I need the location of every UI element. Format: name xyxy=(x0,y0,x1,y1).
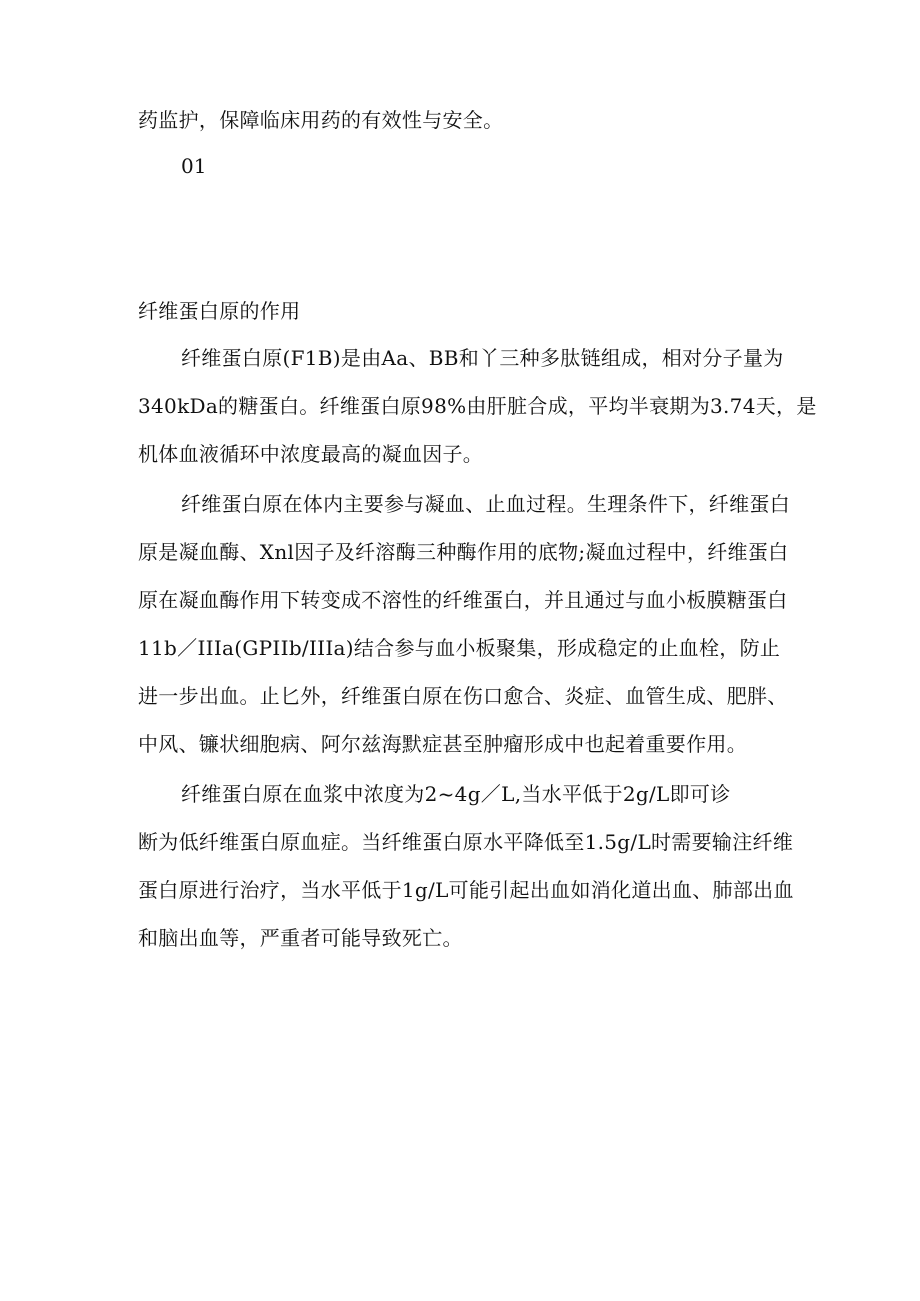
paragraph-line: 纤维蛋白原(F1B)是由Aa、BB和丫三种多肽链组成，相对分子量为 xyxy=(181,346,784,370)
paragraph-line: 断为低纤维蛋白原血症。当纤维蛋白原水平降低至1.5g/L时需要输注纤维 xyxy=(138,830,794,854)
paragraph-line: 原在凝血酶作用下转变成不溶性的纤维蛋白，并且通过与血小板膜糖蛋白 xyxy=(138,588,788,612)
paragraph-line: 340kDa的糖蛋白。纤维蛋白原98%由肝脏合成，平均半衰期为3.74天，是 xyxy=(138,394,817,418)
paragraph-line: 纤维蛋白原在血浆中浓度为2~4g／L,当水平低于2g/L即可诊 xyxy=(181,782,731,806)
paragraph-line: 11b／IIIa(GPIIb/IIIa)结合参与血小板聚集，形成稳定的止血栓，防止 xyxy=(138,636,781,660)
section-number: 01 xyxy=(181,154,207,178)
paragraph-line: 机体血液循环中浓度最高的凝血因子。 xyxy=(138,442,484,466)
paragraph-line: 纤维蛋白原在体内主要参与凝血、止血过程。生理条件下，纤维蛋白 xyxy=(181,492,790,516)
paragraph-line: 和脑出血等，严重者可能导致死亡。 xyxy=(138,926,463,950)
paragraph-line: 中风、镰状细胞病、阿尔兹海默症甚至肿瘤形成中也起着重要作用。 xyxy=(138,732,747,756)
paragraph-line: 进一步出血。止匕外，纤维蛋白原在伤口愈合、炎症、血管生成、肥胖、 xyxy=(138,684,788,708)
paragraph-line: 蛋白原进行治疗，当水平低于1g/L可能引起出血如消化道出血、肺部出血 xyxy=(138,878,794,902)
paragraph-line: 原是凝血酶、Xnl因子及纤溶酶三种酶作用的底物;凝血过程中，纤维蛋白 xyxy=(138,540,789,564)
text-line: 药监护，保障临床用药的有效性与安全。 xyxy=(138,108,504,132)
section-heading: 纤维蛋白原的作用 xyxy=(138,299,301,323)
